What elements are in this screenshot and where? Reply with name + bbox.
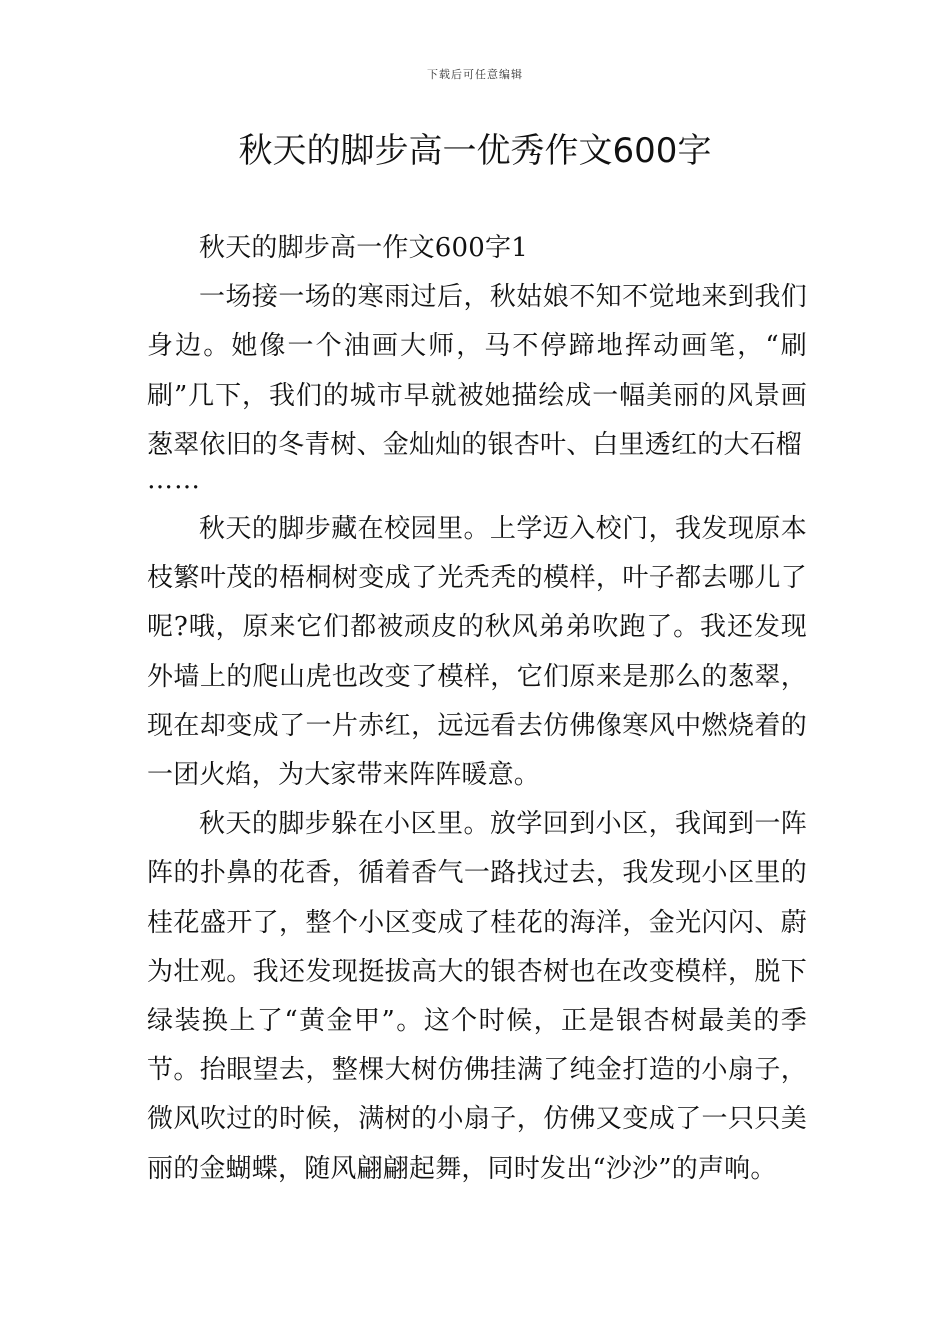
paragraph-2: 秋天的脚步藏在校园里。上学迈入校门，我发现原本枝繁叶茂的梧桐树变成了光秃秃的模样，叶子都去哪儿了呢?哦，原来它们都被顽皮的秋风弟弟吹跑了。我还发现外墙上的爬山虎也改变了模样，它们原来是那么的葱翠，现在却变成了一片赤红，远远看去仿佛像寒风中燃烧着的一团火焰，为大家带来阵阵暖意。: [147, 514, 807, 791]
section-subheading: 秋天的脚步高一作文600字1: [199, 233, 528, 263]
document-title: 秋天的脚步高一优秀作文600字: [238, 131, 712, 171]
paragraph-3: 秋天的脚步躲在小区里。放学回到小区，我闻到一阵阵的扑鼻的花香，循着香气一路找过去，我发现小区里的桂花盛开了，整个小区变成了桂花的海洋，金光闪闪、蔚为壮观。我还发现挺拔高大的银杏树也在改变模样，脱下绿装换上了“黄金甲”。这个时候，正是银杏树最美的季节。抬眼望去，整棵大树仿佛挂满了纯金打造的小扇子，微风吹过的时候，满树的小扇子，仿佛又变成了一只只美丽的金蝴蝶，随风翩翩起舞，同时发出“沙沙”的声响。: [147, 809, 807, 1184]
header-note: 下载后可任意编辑: [427, 68, 523, 81]
document-body: [147, 224, 807, 1194]
paragraph-1: 一场接一场的寒雨过后，秋姑娘不知不觉地来到我们身边。她像一个油画大师，马不停蹄地挥动画笔，“刷刷”几下，我们的城市早就被她描绘成一幅美丽的风景画葱翠依旧的冬青树、金灿灿的银杏叶、白里透红的大石榴: [147, 282, 807, 460]
paragraph-1-ellipsis: ……: [147, 465, 201, 496]
